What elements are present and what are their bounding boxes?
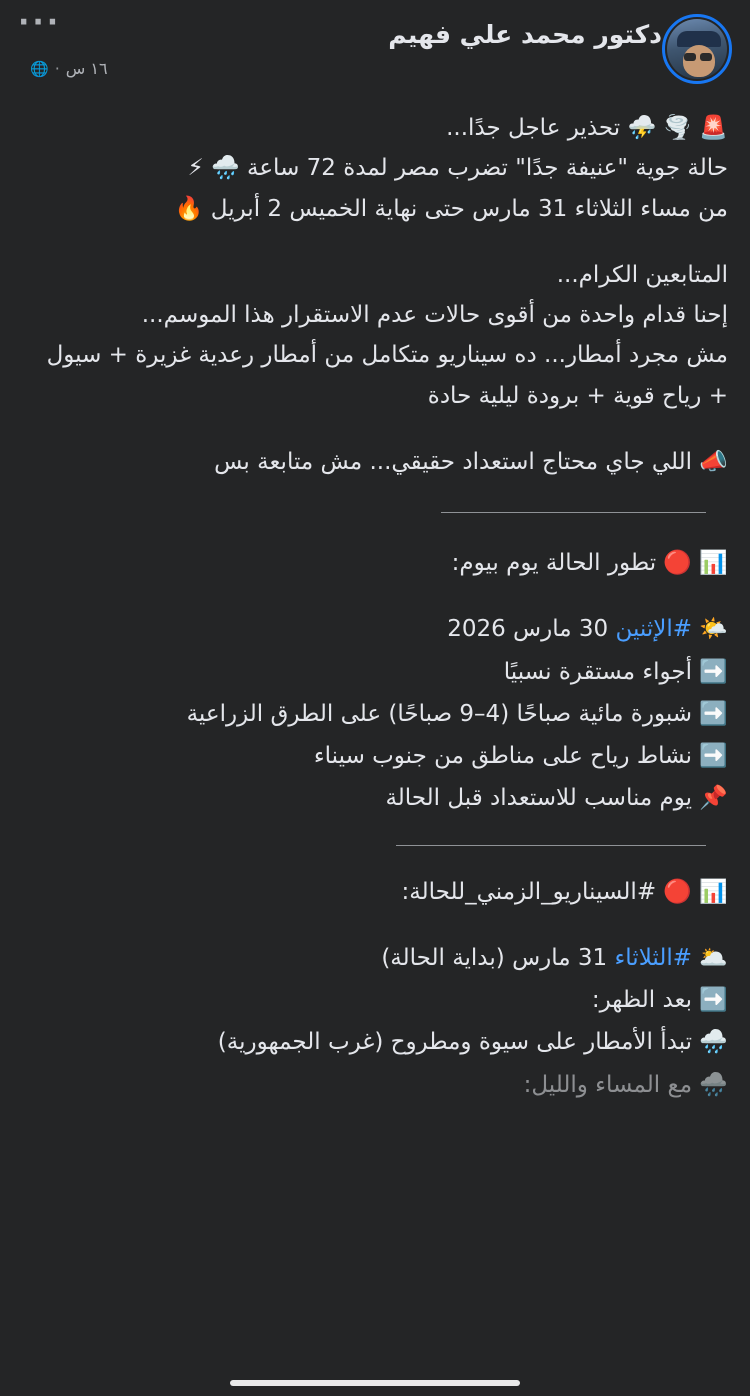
divider-2	[396, 845, 706, 846]
post-body	[0, 88, 750, 1105]
day-1-item: ➡️ نشاط رياح على مناطق من جنوب سيناء	[313, 743, 728, 769]
post-header-text	[18, 5, 662, 78]
intro-block	[22, 255, 728, 416]
headline-block	[22, 108, 728, 229]
avatar-image	[667, 19, 727, 79]
avatar-face-shape	[683, 45, 715, 77]
day-1-heading	[22, 609, 728, 649]
intro-line-3: مش مجرد أمطار... ده سيناريو متكامل من أمطار رعدية غزيرة + سيول + رياح قوية + برودة ليلية حادة	[46, 342, 728, 409]
post-header	[0, 0, 750, 88]
day-1-item: ➡️ شبورة مائية صباحًا (4–9 صباحًا) على الطرق الزراعية	[186, 700, 728, 727]
headline-line-3: من مساء الثلاثاء 31 مارس حتى نهاية الخميس 2 أبريل 🔥	[174, 195, 728, 222]
day-2-heading	[22, 938, 728, 978]
section-2-title-block	[22, 872, 728, 912]
globe-icon: 🌐	[30, 59, 49, 78]
section-1-title-block	[22, 543, 728, 583]
day-1-item: ➡️ أجواء مستقرة نسبيًا	[503, 658, 728, 685]
day-1-hashtag[interactable]: #الإثنين	[615, 616, 693, 643]
day-1-date: 30 مارس 2026	[447, 616, 609, 643]
intro-line-2: إحنا قدام واحدة من أقوى حالات عدم الاستقرار هذا الموسم...	[141, 302, 728, 328]
post-more-options-button[interactable]: ···	[18, 5, 62, 40]
day-2-block	[22, 938, 728, 1105]
post-author-name[interactable]: دكتور محمد علي فهيم	[388, 20, 662, 49]
section-2-title: 📊 🔴 #السيناريو_الزمني_للحالة:	[401, 878, 728, 905]
meta-separator-dot: ·	[54, 59, 60, 78]
intro-line-1: المتابعين الكرام...	[556, 261, 728, 288]
headline-line-2: حالة جوية "عنيفة جدًا" تضرب مصر لمدة 72 ساعة 🌧️ ⚡	[187, 155, 728, 182]
callout-block	[22, 442, 728, 482]
day-2-hashtag[interactable]: #الثلاثاء	[614, 944, 693, 971]
post-timestamp: ١٦ س	[65, 59, 108, 78]
post-meta	[30, 59, 662, 78]
day-2-item: ➡️ بعد الظهر:	[591, 987, 728, 1013]
day-1-block	[22, 609, 728, 818]
day-2-date: 31 مارس (بداية الحالة)	[381, 944, 608, 971]
section-1-title: 📊 🔴 تطور الحالة يوم بيوم:	[451, 550, 728, 576]
avatar[interactable]	[662, 14, 732, 84]
avatar-glasses-right-shape	[700, 53, 712, 61]
headline-line-1: 🚨 🌪️ ⛈️ تحذير عاجل جدًا...	[446, 115, 728, 141]
avatar-glasses-left-shape	[684, 53, 696, 61]
divider-1	[441, 512, 706, 513]
day-2-item: 🌧️ تبدأ الأمطار على سيوة ومطروح (غرب الجمهورية)	[217, 1029, 728, 1056]
day-1-emoji: 🌤️	[699, 616, 728, 643]
callout-line: 📣 اللي جاي محتاج استعداد حقيقي... مش متابعة بس	[214, 448, 728, 475]
day-1-item: 📌 يوم مناسب للاستعداد قبل الحالة	[385, 785, 728, 812]
home-indicator[interactable]	[230, 1380, 520, 1386]
day-2-emoji: 🌥️	[699, 944, 728, 971]
day-2-item: 🌧️ مع المساء والليل:	[523, 1071, 728, 1098]
